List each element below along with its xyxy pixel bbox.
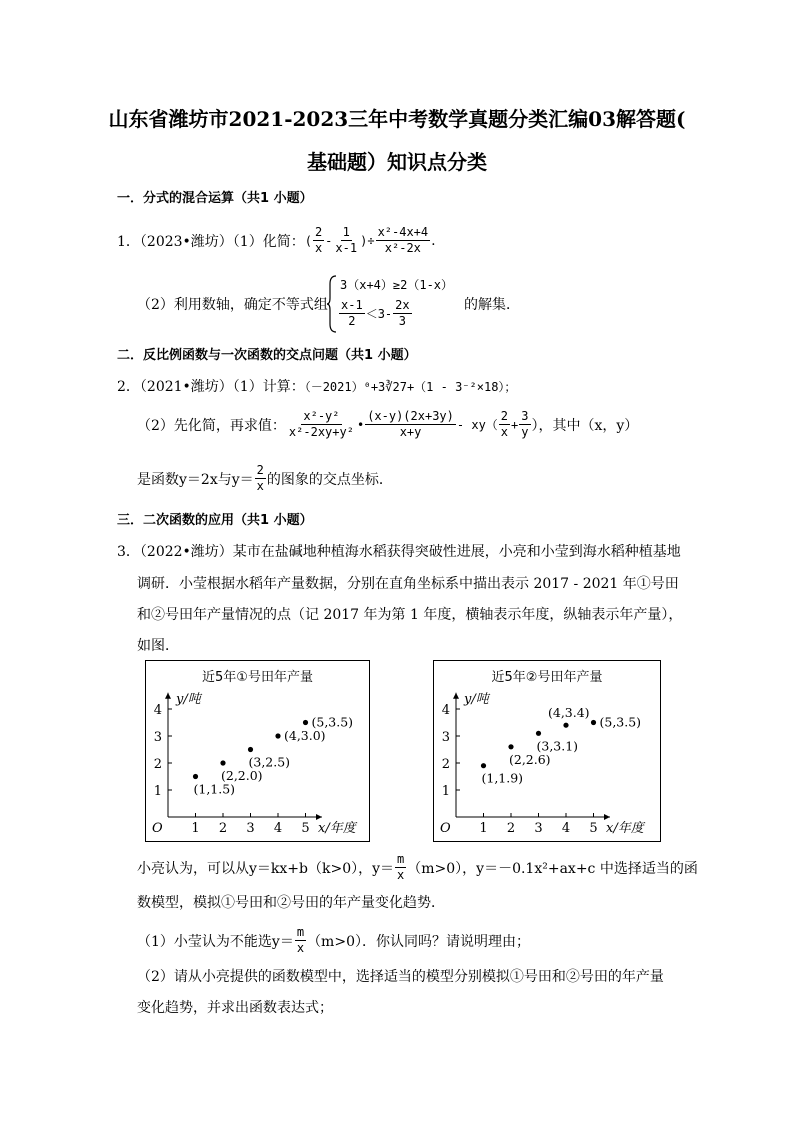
data-label: (3,2.5): [248, 754, 291, 770]
question-3-line3: 和②号田年产量情况的点（记 2017 年为第 1 年度，横轴表示年度，纵轴表示年产量），: [137, 607, 683, 623]
page-title-line1: 山东省潍坊市2021-2023三年中考数学真题分类汇编03解答题(: [108, 107, 686, 131]
data-label: (1,1.9): [481, 770, 524, 786]
models-line2: 数模型，模拟①号田和②号田的年产量变化趋势．: [137, 895, 445, 911]
chart-title: 近5年①号田年产量: [202, 670, 313, 685]
question-3-sub2-line2: 变化趋势，并求出函数表达式；: [137, 1000, 333, 1016]
question-2-line3: 是函数y＝2x与y＝ $\frac{2}{x}$ 的图象的交点坐标．: [137, 463, 393, 493]
y-tick-label: 1: [441, 784, 450, 799]
origin-label: O: [440, 821, 451, 836]
question-2-part2: （2）先化简，再求值： $\frac{\text{x²-y²}}{\text{x²-2xy+y²}}$ • $\frac{(x-y)(2x+3y)}{x+y}$ - xy（ $\frac{2}{x}$ + $\frac{3}{y}$ ），其中（x，y）: [137, 409, 639, 439]
data-label: (1,1.5): [193, 781, 236, 797]
data-point: [275, 733, 280, 738]
question-3-sub1: （1）小莹认为不能选y＝ $\frac{m}{x}$ （m>0）．你认同吗？请说明理由；: [137, 925, 530, 955]
y-tick-label: 3: [153, 730, 162, 745]
question-3-line1: 3．（2022•潍坊）某市在盐碱地种植海水稻获得突破性进展，小亮和小莹到海水稻种植基地: [117, 544, 681, 560]
x-axis-arrow-icon: [604, 814, 610, 820]
x-tick-label: 1: [479, 821, 488, 836]
y-tick-label: 2: [153, 757, 162, 772]
y-tick-label: 1: [153, 784, 162, 799]
data-point: [193, 774, 198, 779]
question-1-number: 1．（2023•潍坊）（1）化简：: [117, 233, 305, 250]
question-1: 1．（2023•潍坊）（1）化简： ( $\frac{2}{x}$ - $\frac{1}{x-1}$ ) ÷ $\frac{\text{x²-4x+4}}{\text{x²-2x}}$ .: [117, 225, 436, 255]
y-axis-arrow-icon: [165, 693, 171, 699]
y-tick-label: 2: [441, 757, 450, 772]
question-3-line2: 调研．小莹根据水稻年产量数据，分别在直角坐标系中描出表示 2017 - 2021 年①号田: [137, 576, 679, 592]
data-point: [220, 760, 225, 765]
fraction: $\frac{\text{x²-y²}}{\text{x²-2xy+y²}}$: [288, 409, 354, 439]
x-axis-label: x/年度: [318, 821, 356, 836]
x-axis-label: x/年度: [606, 821, 644, 836]
data-label: (2,2.6): [509, 751, 551, 767]
data-point: [508, 744, 513, 749]
section-heading-1: 一．分式的混合运算（共1 小题）: [117, 191, 313, 206]
x-tick-label: 3: [534, 821, 543, 836]
y-tick-label: 3: [441, 730, 450, 745]
x-tick-label: 4: [273, 821, 283, 836]
models-line1: 小亮认为，可以从y＝kx+b（k>0），y＝ $\frac{m}{x}$ （m>0），y＝－0.1x²+ax+c 中选择适当的函: [137, 852, 698, 882]
chart-1-svg: [146, 661, 369, 841]
data-point: [248, 747, 253, 752]
inequality-1: 3（x+4）≥2（1-x）: [340, 278, 454, 292]
y-tick-label: 4: [441, 703, 450, 718]
x-tick-label: 5: [589, 821, 598, 836]
page-title-line2: 基础题）知识点分类: [307, 150, 487, 174]
chart-2-svg: [434, 661, 660, 841]
fraction: $\frac{2}{x}$: [256, 463, 264, 493]
data-label: (3,3.1): [536, 738, 579, 754]
origin-label: O: [152, 821, 163, 836]
data-point: [563, 723, 568, 728]
inequality-2: $\frac{x-1}{2}$ ＜3- $\frac{2x}{3}$: [341, 298, 410, 328]
x-tick-label: 1: [191, 821, 200, 836]
fraction: $\frac{2x}{3}$: [395, 298, 410, 328]
chart-title: 近5年②号田年产量: [491, 670, 603, 685]
data-label: (5,3.5): [599, 714, 642, 730]
section-heading-3: 三．二次函数的应用（共1 小题）: [117, 513, 313, 528]
x-tick-label: 2: [506, 821, 516, 836]
data-point: [303, 720, 308, 725]
fraction: $\frac{2}{x}$: [314, 225, 323, 255]
data-label: (4,3.4): [548, 705, 590, 721]
data-label: (4,3.0): [284, 728, 326, 743]
fraction: $\frac{\text{x²-4x+4}}{\text{x²-2x}}$: [377, 225, 429, 255]
question-2-part1: 2．（2021•潍坊）（1）计算：（－2021）⁰+3∛27+（1 - 3⁻²×18）；: [117, 379, 517, 395]
data-label: (2,2.0): [221, 768, 263, 783]
question-3-sub2-line1: （2）请从小亮提供的函数模型中，选择适当的模型分别模拟①号田和②号田的年产量: [137, 969, 664, 985]
fraction: $\frac{2}{x}$: [500, 409, 509, 439]
x-tick-label: 2: [218, 821, 228, 836]
section-heading-2: 二．反比例函数与一次函数的交点问题（共1 小题）: [117, 348, 417, 363]
data-point: [536, 731, 541, 736]
fraction: $\frac{m}{x}$: [296, 925, 305, 955]
fraction: $\frac{x-1}{2}$: [341, 298, 363, 328]
y-tick-label: 4: [153, 703, 162, 718]
data-point: [591, 720, 596, 725]
question-3-line4: 如图．: [137, 638, 179, 654]
fraction: $\frac{1}{x-1}$: [335, 225, 358, 255]
question-1-part2: （2）利用数轴，确定不等式组: [137, 297, 328, 313]
x-tick-label: 4: [561, 821, 571, 836]
fraction: $\frac{m}{x}$: [397, 852, 405, 882]
question-1-part2-end: 的解集．: [464, 297, 520, 313]
y-axis-arrow-icon: [453, 693, 459, 699]
x-tick-label: 3: [246, 821, 255, 836]
chart-field-2: [433, 660, 661, 842]
y-axis-label: y/吨: [464, 691, 489, 707]
y-axis-label: y/吨: [176, 691, 201, 707]
chart-field-1: [145, 660, 370, 842]
data-point: [481, 763, 486, 768]
brace-icon: [326, 274, 338, 334]
fraction: $\frac{3}{y}$: [521, 409, 529, 439]
fraction: $\frac{(x-y)(2x+3y)}{x+y}$: [367, 409, 454, 439]
x-tick-label: 5: [301, 821, 310, 836]
data-label: (5,3.5): [311, 714, 354, 730]
x-axis-arrow-icon: [316, 814, 322, 820]
